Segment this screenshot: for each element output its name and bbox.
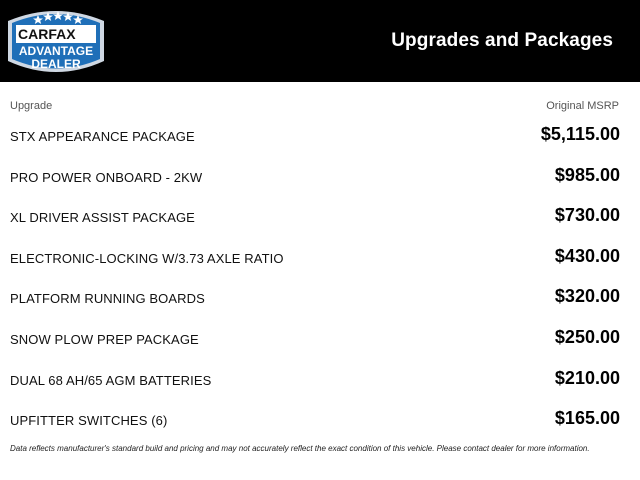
upgrade-price: $210.00 [554,367,620,388]
logo-line2: DEALER [31,57,81,71]
list-item [0,359,640,400]
page-title: Upgrades and Packages [391,30,613,51]
list-item [0,196,640,237]
upgrade-name: PLATFORM RUNNING BOARDS [10,291,205,307]
list-item [0,399,640,440]
upgrade-name: PRO POWER ONBOARD - 2KW [10,169,203,185]
list-item [0,277,640,318]
upgrade-name: UPFITTER SWITCHES (6) [10,413,168,429]
msrp-column-header: Original MSRP [546,100,619,112]
upgrade-name: SNOW PLOW PREP PACKAGE [10,331,199,347]
upgrade-column-header: Upgrade [10,100,53,112]
logo-line1: ADVANTAGE [18,44,94,58]
list-item [0,115,640,156]
upgrade-price: $5,115.00 [540,124,620,144]
upgrade-price: $430.00 [554,245,620,266]
list-item [0,318,640,359]
upgrade-name: XL DRIVER ASSIST PACKAGE [10,210,195,226]
upgrade-price: $320.00 [554,286,620,307]
disclaimer-text: Data reflects manufacturer's standard build and pricing and may not accurately reflect the exact condition of this vehicle. Please contact dealer for more information. [10,444,590,453]
list-item [0,237,640,278]
upgrade-name: ELECTRONIC-LOCKING W/3.73 AXLE RATIO [10,250,284,266]
upgrades-list [0,115,640,440]
carfax-advantage-dealer-logo [4,3,108,79]
upgrade-name: DUAL 68 AH/65 AGM BATTERIES [10,372,212,388]
list-item [0,156,640,197]
page-header [0,0,640,82]
upgrade-price: $250.00 [554,326,620,347]
logo-brand-text: CARFAX [18,26,76,42]
upgrade-name: STX APPEARANCE PACKAGE [10,129,195,144]
upgrade-price: $730.00 [554,205,620,226]
upgrade-price: $985.00 [554,164,620,185]
upgrade-price: $165.00 [554,408,620,429]
